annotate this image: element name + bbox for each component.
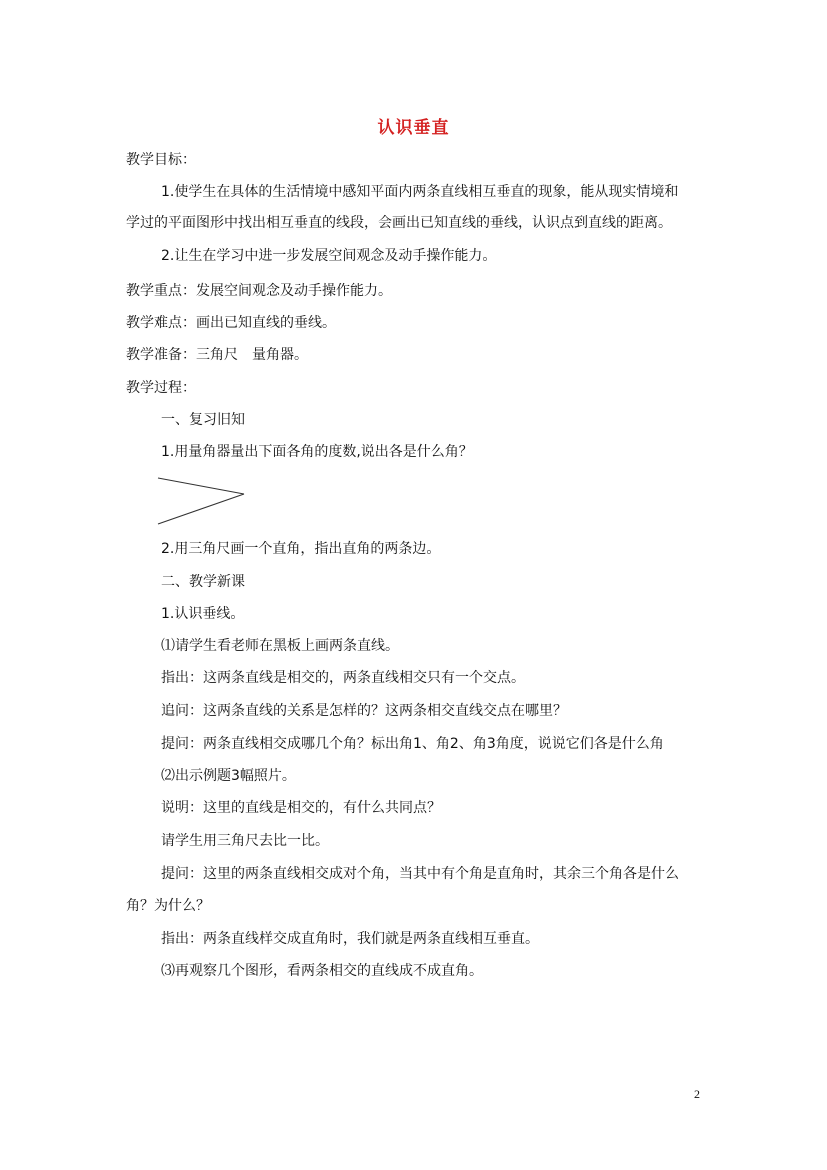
text-line-objective-2: 2.让生在学习中进一步发展空间观念及动手操作能力。: [161, 248, 497, 264]
text-line-review-2: 2.用三角尺画一个直角，指出直角的两条边。: [161, 541, 441, 557]
text-line-perpendicular-heading: 1.认识垂线。: [161, 606, 245, 622]
text-line-objective-1b: 学过的平面图形中找出相互垂直的线段，会画出已知直线的垂线，认识点到直线的距离。: [126, 215, 672, 231]
text-line-follow-up: 追问：这两条直线的关系是怎样的？这两条相交直线交点在哪里？: [161, 703, 567, 719]
text-line-preparation: 教学准备：三角尺 量角器。: [126, 347, 308, 363]
angle-ray-upper: [158, 478, 244, 494]
text-line-key-point: 教学重点：发展空间观念及动手操作能力。: [126, 283, 392, 299]
angle-figure: [156, 475, 248, 527]
text-line-objective-1a: 1.使学生在具体的生活情境中感知平面内两条直线相互垂直的现象，能从现实情境和: [161, 184, 679, 200]
page-number: 2: [694, 1087, 700, 1101]
text-line-step-1: ⑴请学生看老师在黑板上画两条直线。: [161, 638, 399, 654]
page-title: 认识垂直: [377, 118, 450, 138]
text-line-review-heading: 一、复习旧知: [161, 412, 245, 428]
text-line-compare: 请学生用三角尺去比一比。: [161, 833, 329, 849]
text-line-objectives-heading: 教学目标：: [126, 152, 196, 168]
text-line-question-2a: 提问：这里的两条直线相交成对个角，当其中有个角是直角时，其余三个角各是什么: [161, 866, 679, 882]
text-line-point-out-1: 指出：这两条直线是相交的，两条直线相交只有一个交点。: [161, 670, 525, 686]
angle-ray-lower: [158, 494, 244, 524]
text-line-review-1: 1.用量角器量出下面各角的度数,说出各是什么角？: [161, 444, 473, 460]
text-line-new-lesson-heading: 二、教学新课: [161, 574, 245, 590]
text-line-step-2: ⑵出示例题3幅照片。: [161, 768, 296, 784]
text-line-difficulty: 教学难点：画出已知直线的垂线。: [126, 315, 336, 331]
text-line-question-2b: 角？为什么？: [126, 898, 210, 914]
text-line-question-1: 提问：两条直线相交成哪几个角？标出角1、角2、角3角度，说说它们各是什么角: [161, 736, 664, 752]
text-line-explain: 说明：这里的直线是相交的，有什么共同点？: [161, 800, 441, 816]
text-line-step-3: ⑶再观察几个图形，看两条相交的直线成不成直角。: [161, 963, 483, 979]
text-line-point-out-2: 指出：两条直线样交成直角时，我们就是两条直线相互垂直。: [161, 931, 539, 947]
text-line-process-heading: 教学过程：: [126, 380, 196, 396]
